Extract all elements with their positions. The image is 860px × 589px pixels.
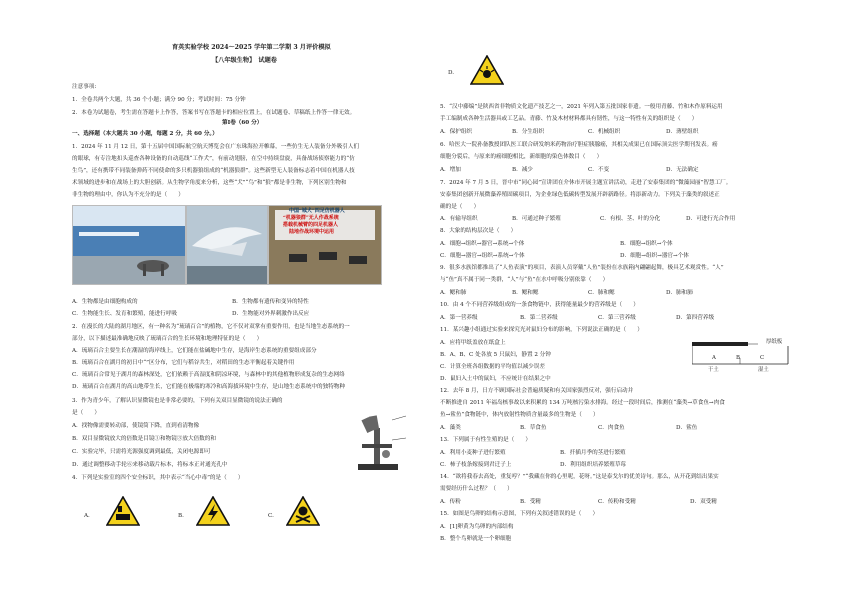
q12-option-a: A．藻类 bbox=[440, 425, 461, 431]
q11-option-a: A．应将甲纸盖放在纸盒上 bbox=[440, 340, 506, 346]
q5-line2: 手工编制成各种生活器具或工艺品。青藤、竹及木材材料都具有韧性，与这一特性有关的组织是（ ） bbox=[440, 116, 698, 122]
q1-line3: 生鸟”，还有携带不同装备弹药不同使命的多只机器狼组成的“机器狼群”。这些新型无人装备标志着中国在机器人技 bbox=[72, 168, 355, 174]
q13-option-d: D．利用组织培养繁殖草莓 bbox=[560, 462, 627, 468]
q10-line1: 10．由 4 个不同营养级组成的一条食物链中，获得能量最少的营养级是（ ） bbox=[440, 302, 639, 308]
q14-line2: 需要经历什么过程？（ ） bbox=[440, 486, 513, 492]
q15-option-a: A．[1]卵黄为鸟卵的内部结构 bbox=[440, 524, 514, 530]
school-title: 育英实验学校 2024～2025 学年第二学期 3 月评价模拟 bbox=[172, 44, 331, 51]
q1-option-a: A．生物都是由细胞构成的 bbox=[72, 299, 138, 305]
q11-option-d: D．鼠妇入土中的鼠妇，不应统计在结果之中 bbox=[440, 376, 551, 382]
q15-line1: 15．如图是鸟卵的结构示意图，下列有关叙述错误的是（ ） bbox=[440, 511, 599, 517]
q12-line3: 鱼→鲨鱼”食物链中，体内放射性物质含量最多的生物是（ ） bbox=[440, 412, 599, 418]
q8-line1: 8．大象的结构层次是（ ） bbox=[440, 228, 517, 234]
q13-option-b: B．扦插月季的茎进行繁殖 bbox=[560, 450, 626, 456]
q2-line1: 2．在漫长的大陆的湖月地区，有一种名为“琉璃百合”的植物，它不仅对双掌有重要作用，也是当地生态系统的一 bbox=[72, 324, 350, 330]
q6-option-c: C．不变 bbox=[588, 167, 610, 173]
note-2: 2．本卷为试题卷，考生需在答题卡上作答，答案书写在答题卡的相应位置上，在试题卷、草稿纸上作答一律无效。 bbox=[72, 110, 356, 116]
photo-robot-dogs bbox=[268, 205, 382, 285]
q4-option-c-label: C. bbox=[268, 513, 274, 519]
q4-line1: 4．下列是实验室的四个安全标识，其中表示“当心中毒”的是（ ） bbox=[72, 475, 244, 481]
notes-heading: 注意事项: bbox=[72, 84, 97, 90]
q6-line1: 6．哈医大一院孙备教授团队医工联合研发纳米药物治疗胆症胰腺癌，其相关成果已在国际顶尖医学期刊发表。癌 bbox=[440, 142, 718, 148]
q12-line2: 不断推进自 2011 年福岛核事故以来积累的 134 万吨核污染水排海。经过一段时间后，推测在“藻类→草食鱼→肉食 bbox=[440, 400, 725, 406]
q7-option-d: D．可进行光合作用 bbox=[686, 216, 736, 222]
q13-line1: 13．下列属于有性生殖的是（ ） bbox=[440, 437, 532, 443]
q3-option-a: A．找物像需要转动部，使镜筒下降，直到看清物像 bbox=[72, 423, 200, 429]
poison-warning-icon bbox=[286, 496, 320, 526]
q2-option-c: C．琉璃百合常见于湖月的森林深处，它们依赖于高湿度和阴凉环境，与森林中的其他植物形成复杂的生态网络 bbox=[72, 372, 345, 378]
q7-line3: 确的是（ ） bbox=[440, 204, 480, 210]
q2-option-a: A．琉璃百合主要生长在潮湿的海岸线上，它们能在盐碱地中生存，是海岸生态系统的重要组成部分 bbox=[72, 348, 317, 354]
q3-option-b: B．双目显微镜放大的倍数是目镜①和物镜③放大倍数的和 bbox=[72, 436, 216, 442]
q9-line1: 9．很多水族馆都推出了“人鱼表演”的项目，表演人员穿戴“人鱼”装扮在水族箱内翩翩起舞，极具艺术观赏性。“人” bbox=[440, 265, 724, 271]
fig-label-board: 厚纸板 bbox=[766, 339, 783, 345]
q6-option-d: D．无法确定 bbox=[666, 167, 699, 173]
q6-option-a: A．增加 bbox=[440, 167, 461, 173]
q12-line1: 12．去年 8 月，日方不顾国际社会普遍质疑和有关国家强烈反对，强行启动并 bbox=[440, 388, 634, 394]
photo-bionic-bird bbox=[186, 205, 268, 285]
q8-option-a: A．细胞→组织→器官→系统→个体 bbox=[440, 241, 525, 247]
part-one-heading: 一、选择题（本大题共 30 小题，每题 2 分，共 60 分。） bbox=[72, 131, 218, 137]
woodlouse-experiment-figure bbox=[692, 336, 802, 376]
q13-option-c: C．柿子枝条嫁接到君迁子上 bbox=[440, 462, 512, 468]
q5-option-c: C．机械组织 bbox=[588, 129, 621, 135]
q5-option-d: D．薄壁组织 bbox=[666, 129, 699, 135]
q9-line2: 与“鱼”真不属于同一类群，“人”与“鱼”在水中呼吸分别依靠（ ） bbox=[440, 277, 609, 283]
fig-label-wet-soil: 湿土 bbox=[758, 367, 769, 373]
q9-option-b: B．鳃和鳃 bbox=[512, 290, 539, 296]
q3-option-c: C．实验完毕，只需将光源强度调到最低，关闭电源即可 bbox=[72, 449, 211, 455]
q5-option-b: B．分生组织 bbox=[512, 129, 545, 135]
q6-line2: 细胞分裂后，与原来的癌细胞相比，新细胞的染色体数目（ ） bbox=[440, 154, 603, 160]
q12-option-d: D．鲨鱼 bbox=[676, 425, 698, 431]
q10-option-b: B．第二营养级 bbox=[520, 315, 558, 321]
q11-line1: 11．某兴趣小组通过实验来探究光对鼠妇分布的影响，下列说法正确的是（ ） bbox=[440, 327, 643, 333]
q3-line1: 3．作为青少年，了解认识显微镜也是非常必要的，下列有关双目显微镜的说法正确的 bbox=[72, 398, 283, 404]
q13-option-a: A．利用小麦种子进行繁殖 bbox=[440, 450, 506, 456]
q8-option-c: C．细胞→器官→组织→系统→个体 bbox=[440, 253, 525, 259]
q1-option-d: D．生物能对外界刺激作出反应 bbox=[232, 311, 310, 317]
q1-option-b: B．生物都有遗传和变异的特性 bbox=[232, 299, 309, 305]
fig-label-a: A bbox=[712, 355, 716, 361]
q14-option-c: C．传粉和受精 bbox=[598, 499, 636, 505]
q12-option-c: C．肉食鱼 bbox=[598, 425, 625, 431]
q4-option-a-label: A. bbox=[84, 513, 90, 519]
fig-label-dry-soil: 干土 bbox=[708, 367, 719, 373]
q3-line2: 是（ ） bbox=[72, 410, 100, 416]
q3-option-d: D．通过调整移动手轮⑥来移动载片标本，将标本正对通光孔中 bbox=[72, 462, 228, 468]
fig-label-c: C bbox=[760, 355, 765, 361]
electric-shock-warning-icon bbox=[196, 496, 230, 526]
q1-line4: 术领域的进步和在战场上的大胆创新。从生物学角度来分析，这些“犬”“鸟”和“狼”都是非生物，下列区别生物和 bbox=[72, 180, 347, 186]
q7-line2: 安泰集团创新开展微藻养殖固碳项目，为企业绿色低碳转型发展开辟新路径。将添新动力。下列关于藻类的叙述正 bbox=[440, 192, 720, 198]
q15-option-b: B．整个鸟卵就是一个卵细胞 bbox=[440, 536, 512, 542]
q1-option-c: C．生物能生长、发育和繁殖，能进行呼吸 bbox=[72, 311, 177, 317]
q6-option-b: B．减少 bbox=[512, 167, 533, 173]
q2-line2: 部分，以下描述最准确地反映了琉璃百合的生长环境和地理特征的是（ ） bbox=[72, 336, 263, 342]
q14-option-d: D．双受精 bbox=[690, 499, 717, 505]
q7-line1: 7．2024 年 7 月 5 日，晋中市“同心园”宣讲团在介休市开展主题宣讲活动，走进了安泰集团的“微藻园丽”智慧工厂。 bbox=[440, 180, 732, 186]
q5-option-a: A．保护组织 bbox=[440, 129, 473, 135]
q9-option-d: D．肺和肺 bbox=[666, 290, 693, 296]
q7-option-b: B．可通过种子繁殖 bbox=[512, 216, 561, 222]
q11-option-b: B．A、B、C 处各放 5 只鼠妇，静置 2 分钟 bbox=[440, 352, 551, 358]
q14-line1: 14．“欲将我春去高处，重复哼？”“我藏在你的心里呢，花呀。”这是泰戈尔的优美诗句。那么，从开花到结出果实 bbox=[440, 474, 719, 480]
photo-caption-3: 搭载机械臂的四足机器人 bbox=[283, 222, 339, 228]
q2-option-b: B．琉璃百合在湖月的初日中“”区分布，它们与稻谷共生，对稻田的生态平衡起着关键作用 bbox=[72, 360, 295, 366]
q1-line1: 1．2024 年 11 月 12 日，第十五届中国国际航空航天博览会在广东珠海拉开帷幕，一些仿生无人装备分外吸引人们 bbox=[72, 144, 360, 150]
q2-option-d: D．琉璃百合在湖月的高山地带生长，它们能在极端的寒冷和高海拔环境中生存，是山地生态系统中的独特物种 bbox=[72, 384, 345, 390]
q9-option-c: C．肺和鳃 bbox=[588, 290, 615, 296]
q4-option-b-label: B. bbox=[178, 513, 184, 519]
q14-option-b: B．受精 bbox=[520, 499, 541, 505]
photo-caption-1: 中国“城犬”四足仿机器人 bbox=[289, 208, 345, 214]
microscope-figure bbox=[340, 410, 412, 474]
q10-option-d: D．第四营养级 bbox=[676, 315, 715, 321]
q9-option-a: A．鳃和肺 bbox=[440, 290, 467, 296]
q8-option-b: B．细胞→组织→个体 bbox=[620, 241, 673, 247]
section-title: 第Ⅰ卷（60 分） bbox=[222, 120, 263, 126]
q7-option-a: A．有输导组织 bbox=[440, 216, 478, 222]
photo-caption-4: 陆地作战环境中运用 bbox=[289, 229, 335, 235]
paper-title: 【八年级生物】 试题卷 bbox=[212, 57, 277, 64]
q7-option-c: C．有根、茎、叶的分化 bbox=[600, 216, 661, 222]
q10-option-a: A．第一营养级 bbox=[440, 315, 478, 321]
q12-option-b: B．草食鱼 bbox=[520, 425, 547, 431]
corrosive-warning-icon bbox=[106, 496, 140, 526]
q14-option-a: A．传粉 bbox=[440, 499, 461, 505]
photo-caption-2: “机器狼群”无人作战系统 bbox=[283, 215, 339, 221]
q11-option-c: C．计算全班各组数据的平均值以减少误差 bbox=[440, 364, 545, 370]
q1-line5: 非生物的理由中，你认为不充分的是（ ） bbox=[72, 192, 184, 198]
q1-line2: 的眼球，有专注地扣头巡查各种设备的自动巡线“工作犬”，有前动翅膀，在空中持续盘旋，具备战场侦察能力的“仿 bbox=[72, 156, 355, 162]
photo-expo-hall bbox=[72, 205, 186, 285]
q5-line1: 5．“汉中藤编”是陕西省非物质文化遗产技艺之一，2021 年列入第五批国家非遗。一般用青藤、竹和木作原料运用 bbox=[440, 104, 723, 110]
note-1: 1．全卷共两个大题，共 36 个小题；满分 90 分；考试时间：75 分钟 bbox=[72, 97, 246, 103]
q8-option-d: D．细胞→组织→器官→个体 bbox=[620, 253, 689, 259]
fig-label-b: B bbox=[736, 355, 740, 361]
q4-option-d-label: D. bbox=[448, 70, 455, 76]
q10-option-c: C．第三营养级 bbox=[598, 315, 636, 321]
explosive-warning-icon bbox=[470, 55, 504, 85]
